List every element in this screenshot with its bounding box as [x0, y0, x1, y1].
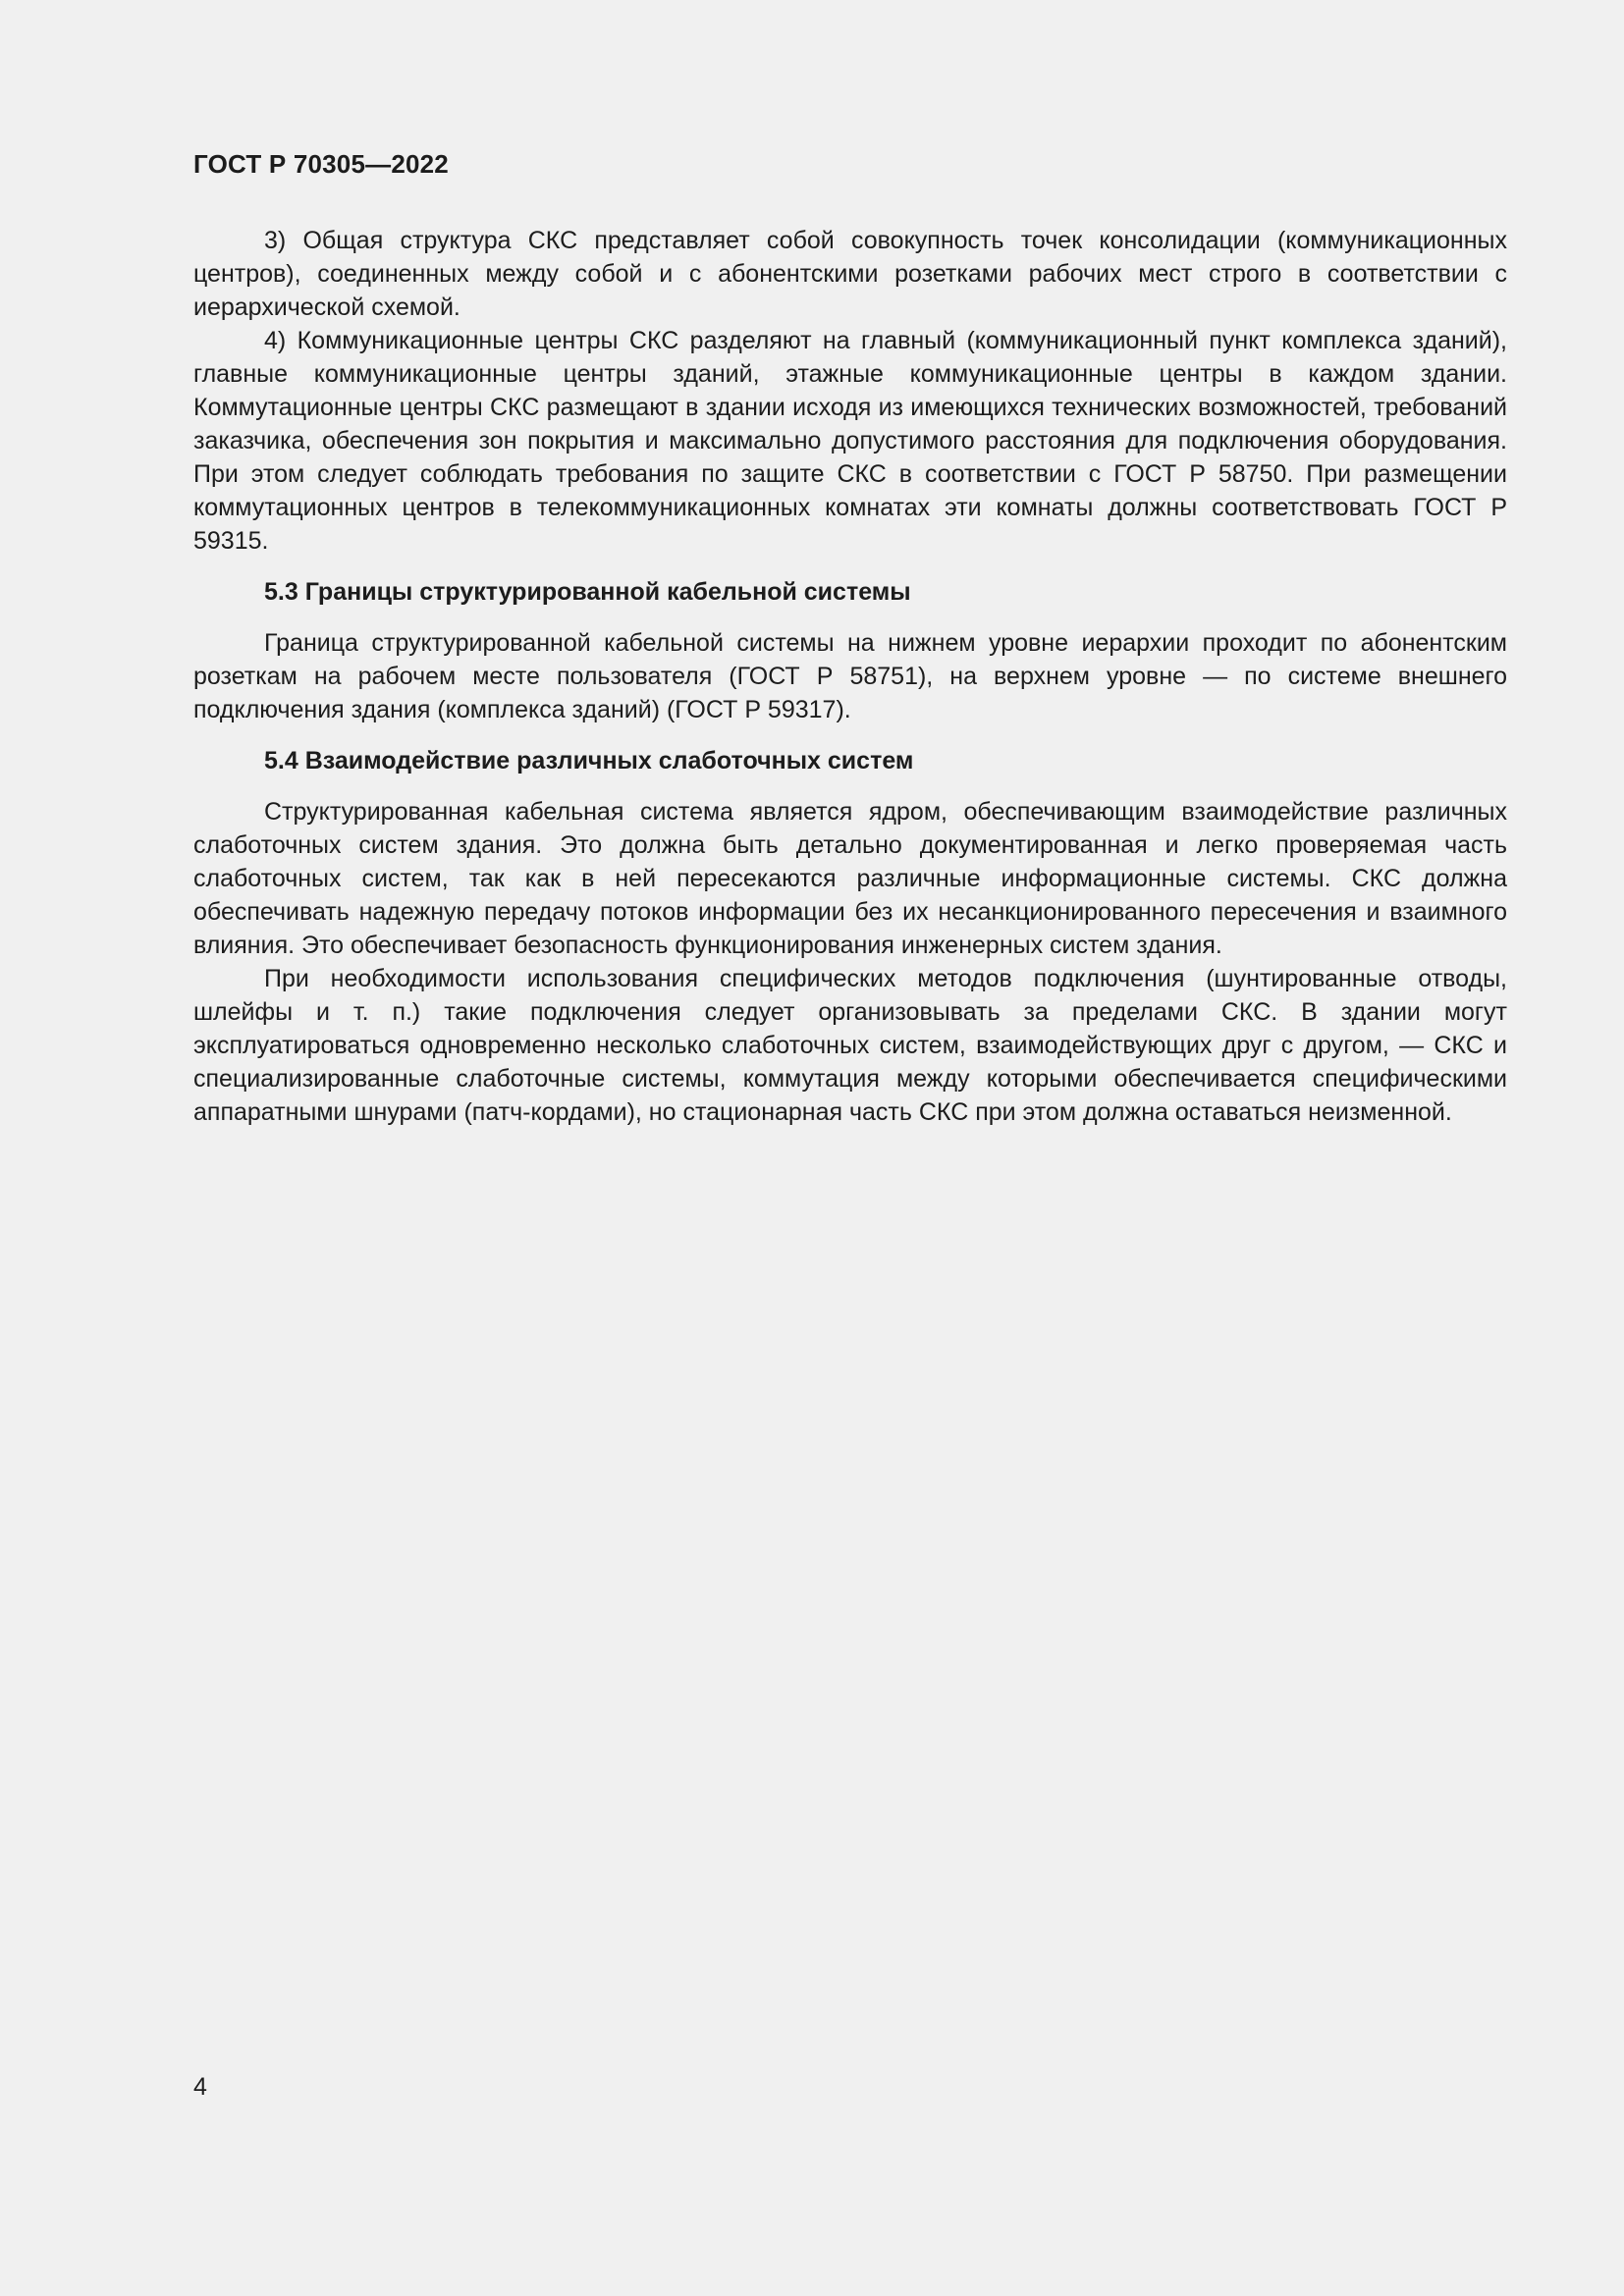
section-5-4-paragraph-2: При необходимости использования специфических методов подключения (шунтированные отводы, шлейфы и т. п.) такие подключения следует организовывать за пределами СКС. В здании могут эксплуатироваться одновременно несколько слаботочных систем, взаимодействующих друг с другом, — СКС и специализированные слаботочные системы, коммутация между которыми обеспечивается специфическими аппаратными шнурами (патч-кордами), но стационарная часть СКС при этом должна оставаться неизменной.: [193, 965, 1507, 1126]
section-5-4-heading: 5.4 Взаимодействие различных слаботочных систем: [264, 747, 914, 774]
paragraph-3: 3) Общая структура СКС представляет собой совокупность точек консолидации (коммуникационных центров), соединенных между собой и с абонентскими розетками рабочих мест строго в соответствии с иерархической схемой.: [193, 227, 1507, 321]
document-code-header: ГОСТ Р 70305—2022: [193, 149, 449, 179]
section-5-3-paragraph: Граница структурированной кабельной системы на нижнем уровне иерархии проходит по абонентским розеткам на рабочем месте пользователя (ГОСТ Р 58751), на верхнем уровне — по системе внешнего подключения здания (комплекса зданий) (ГОСТ Р 59317).: [193, 629, 1507, 723]
paragraph-4: 4) Коммуникационные центры СКС разделяют на главный (коммуникационный пункт комплекса зданий), главные коммуникационные центры зданий, этажные коммуникационные центры в каждом здании. Коммутационные центры СКС размещают в здании исходя из имеющихся технических возможностей, требований заказчика, обеспечения зон покрытия и максимально допустимого расстояния для подключения оборудования. При этом следует соблюдать требования по защите СКС в соответствии с ГОСТ Р 58750. При размещении коммутационных центров в телекоммуникационных комнатах эти комнаты должны соответствовать ГОСТ Р 59315.: [193, 327, 1507, 555]
section-5-4-paragraph-1: Структурированная кабельная система является ядром, обеспечивающим взаимодействие различных слаботочных систем здания. Это должна быть детально документированная и легко проверяемая часть слаботочных систем, так как в ней пересекаются различные информационные системы. СКС должна обеспечивать надежную передачу потоков информации без их несанкционированного пересечения и взаимного влияния. Это обеспечивает безопасность функционирования инженерных систем здания.: [193, 798, 1507, 959]
section-5-3-heading: 5.3 Границы структурированной кабельной системы: [264, 578, 911, 606]
document-body: [193, 224, 1507, 1129]
page-number: 4: [193, 2073, 207, 2101]
